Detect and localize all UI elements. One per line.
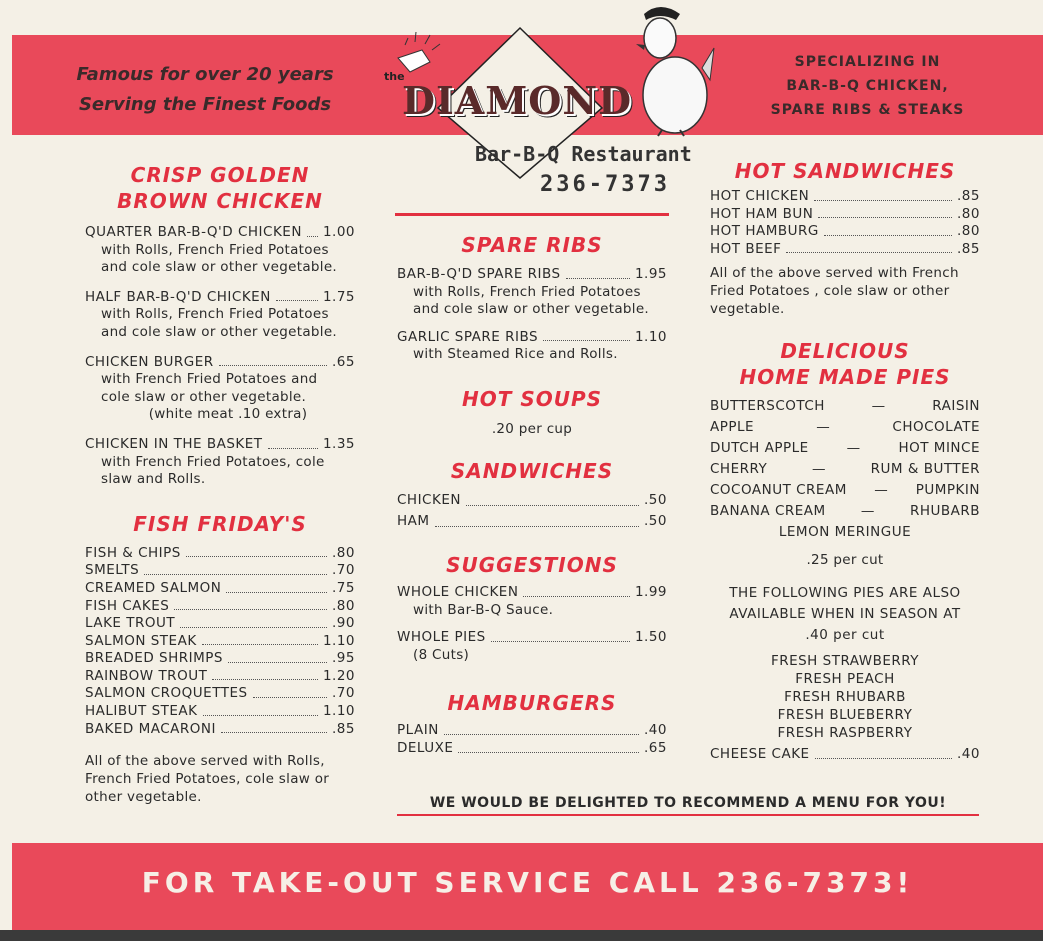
menu-item [710,241,980,259]
item-name: SMELTS [85,562,140,579]
season-note: THE FOLLOWING PIES ARE ALSO AVAILABLE WHEN IN SEASON AT .40 per cut [729,585,961,644]
season-pie-item: FRESH STRAWBERRY [770,653,920,670]
tagline-line: Famous for over 20 years [76,64,334,85]
pie-item: COCOANUT CREAM [710,482,847,499]
pie-row [710,501,980,522]
section-heading: FISH FRIDAY'S [133,511,307,536]
middle-column [397,232,667,758]
menu-item [85,545,355,563]
season-pie-item: FRESH RASPBERRY [777,725,913,742]
section-heading: SANDWICHES [450,458,614,483]
section-heading: SPARE RIBS [461,233,603,257]
item-price: 1.20 [322,667,355,684]
menu-item [85,685,355,703]
item-price: .85 [332,720,355,737]
fish-list [85,545,355,739]
pie-item: RUM & BUTTER [870,461,980,478]
dot-leader [226,580,327,593]
pie-item: LEMON MERINGUE [778,524,912,541]
item-price: .95 [332,650,355,667]
item-price: .80 [332,597,355,614]
season-pie-list [710,652,980,742]
item-price: 1.10 [322,632,355,649]
item-name: RAINBOW TROUT [85,667,208,684]
section-heading: DELICIOUS HOME MADE PIES [739,339,951,390]
pie-row [710,438,980,459]
menu-item: HALF BAR-B-Q'D CHICKEN 1.75 with Rolls, French Fried Potatoes and cole slaw or other vegetable. [85,288,355,340]
item-price: .70 [332,685,355,702]
dot-leader [180,615,327,628]
section-heading: HOT SANDWICHES [734,159,956,183]
item-price: .80 [957,223,980,240]
dot-leader [253,685,327,698]
item-name: HOT CHICKEN [710,188,810,204]
takeout-banner-text: FOR TAKE-OUT SERVICE CALL 236-7373! [141,866,914,899]
pie-item: HOT MINCE [898,440,980,457]
pie-item: CHOCOLATE [892,419,980,436]
menu-item [710,206,980,224]
menu-item [85,598,355,616]
recommend-text: WE WOULD BE DELIGHTED TO RECOMMEND A MENU FOR YOU! [429,795,947,811]
dot-leader [824,223,952,236]
pie-item: BUTTERSCOTCH [710,398,825,415]
section-heading: HOT SOUPS [461,386,603,411]
pie-row [710,480,980,501]
dot-leader [221,721,327,734]
tagline-line: BAR-B-Q CHICKEN, [786,78,949,94]
item-price: .85 [957,188,980,204]
item-name: SALMON STEAK [85,632,197,649]
item-price: .90 [332,615,355,632]
menu-item [85,668,355,686]
tagline-line: SPECIALIZING IN [794,54,941,70]
tagline-line: SPARE RIBS & STEAKS [770,102,965,118]
pie-row [710,417,980,438]
menu-item: CHEESE CAKE .40 [710,746,980,763]
dash: — [874,482,889,499]
pie-item: APPLE [710,419,755,436]
pie-item: BANANA CREAM [710,503,826,520]
menu-item: WHOLE CHICKEN 1.99 with Bar-B-Q Sauce. [397,583,667,618]
season-pie-item: FRESH PEACH [795,671,895,688]
menu-item [85,721,355,739]
item-name: LAKE TROUT [85,615,176,632]
gem-icon [398,32,440,72]
item-name: FISH & CHIPS [85,544,181,561]
section-heading: CRISP GOLDEN BROWN CHICKEN [117,163,323,213]
menu-item [85,703,355,721]
item-price: 1.10 [322,703,355,720]
menu-item: WHOLE PIES 1.50 (8 Cuts) [397,629,667,663]
item-price: .80 [957,205,980,222]
dash: — [816,419,831,436]
logo-name: DIAMOND [402,78,633,123]
section-heading: SUGGESTIONS [446,552,618,577]
pie-list [710,396,980,522]
dot-leader [814,188,952,201]
item-name: FISH CAKES [85,597,170,614]
menu-item: CHICKEN IN THE BASKET 1.35 with French Fried Potatoes, cole slaw and Rolls. [85,435,355,488]
season-pie-item: FRESH BLUEBERRY [777,707,913,724]
menu-item: CHICKEN BURGER .65 with French Fried Potatoes and cole slaw or other vegetable. (white meat .10 extra) [85,353,355,423]
dot-leader [186,545,327,558]
item-name: HOT BEEF [710,240,782,257]
menu-item [85,580,355,598]
item-price: .85 [957,240,980,257]
pie-item: RHUBARB [909,503,980,520]
hamburger-list: PLAIN .40 DELUXE .65 [397,722,667,756]
menu-item [85,615,355,633]
menu-item [85,562,355,580]
menu-item: GARLIC SPARE RIBS 1.10 with Steamed Rice and Rolls. [397,328,667,363]
hot-sandwich-list [710,188,980,258]
menu-item [85,633,355,651]
dot-leader [202,633,318,646]
pie-item: DUTCH APPLE [710,440,809,457]
page-edge [0,930,1043,941]
right-tagline [735,50,1000,122]
soup-price: .20 per cup [491,420,573,437]
menu-item [85,650,355,668]
hot-note: All of the above served with French Fried Potatoes , cole slaw or other vegetable. [710,265,959,318]
section-heading: HAMBURGERS [447,691,617,716]
item-name: HALIBUT STEAK [85,703,198,720]
dash: — [860,503,875,520]
dot-leader [144,562,327,575]
pie-row [710,459,980,480]
logo-the: the [384,70,405,83]
menu-item: QUARTER BAR-B-Q'D CHICKEN 1.00 with Rolls, French Fried Potatoes and cole slaw or other vegetable. [85,224,355,276]
item-name: HOT HAM BUN [710,205,814,222]
pie-price: .25 per cut [806,552,884,569]
recommend-underline [397,814,979,816]
item-name: BAKED MACARONI [85,720,216,737]
season-pie-item: FRESH RHUBARB [784,689,906,706]
dot-leader [228,650,327,663]
dot-leader [174,598,327,611]
item-price: .70 [332,562,355,579]
sandwich-list: CHICKEN .50 HAM .50 [397,491,667,529]
dot-leader [786,241,952,254]
pie-row [710,396,980,417]
menu-item [710,188,980,206]
item-name: HOT HAMBURG [710,223,819,240]
item-name: BREADED SHRIMPS [85,650,223,667]
item-price: .80 [332,544,355,561]
tagline-line: Serving the Finest Foods [78,94,332,115]
fish-note: All of the above served with Rolls, French Fried Potatoes, cole slaw or other vegetable. [85,753,330,806]
dash: — [871,398,886,415]
dot-leader [203,703,318,716]
dot-leader [212,668,318,681]
dot-leader [818,206,952,219]
chicken-icon [636,7,714,136]
item-name: CREAMED SALMON [85,579,222,596]
header-phone: 236-7373 [540,172,670,197]
divider [395,213,669,216]
pie-item: RAISIN [932,398,980,415]
item-price: .75 [332,579,355,596]
menu-item: BAR-B-Q'D SPARE RIBS 1.95 with Rolls, French Fried Potatoes and cole slaw or other vegetable. [397,266,667,318]
pie-item: PUMPKIN [915,482,980,499]
dash: — [846,440,861,457]
restaurant-subtitle: Bar-B-Q Restaurant [475,142,692,166]
pie-item: CHERRY [710,461,768,478]
dash: — [811,461,826,478]
menu-item [710,223,980,241]
right-column [710,158,980,764]
left-column [85,162,355,806]
item-name: SALMON CROQUETTES [85,685,248,702]
left-tagline [40,60,370,120]
